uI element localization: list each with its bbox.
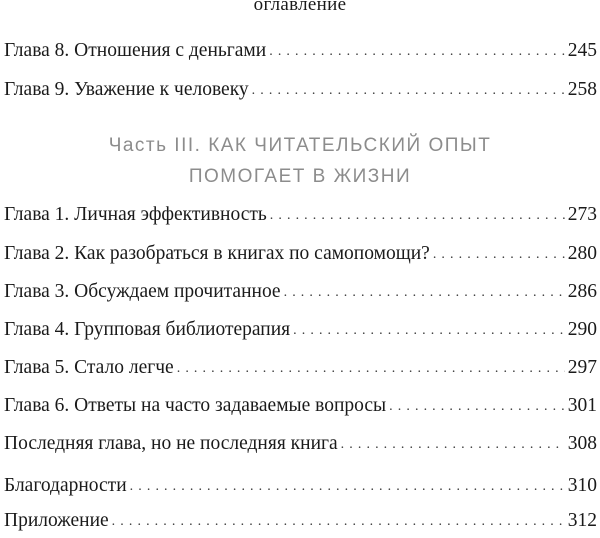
dot-leader [270,208,565,224]
dot-leader [284,285,565,301]
dot-leader [341,437,565,453]
toc-entry-last-chapter[interactable] [4,433,597,461]
toc-entry-title: Глава 4. Групповая библиотерапия [4,319,291,340]
part-heading [0,130,600,192]
dot-leader [130,479,565,495]
toc-entry-part3-chapter-6[interactable] [4,395,597,423]
toc-entry-title: Глава 9. Уважение к человеку [4,79,249,100]
dot-leader [252,83,565,99]
toc-entry-title: Глава 1. Личная эффективность [4,204,267,225]
toc-entry-title: Благодарности [4,475,127,496]
dot-leader [177,361,565,377]
toc-entry-part3-chapter-4[interactable] [4,319,597,347]
toc-entry-page: 297 [567,357,597,378]
toc-entry-page: 280 [567,243,597,264]
part-heading-line-2: ПОМОГАЕТ В ЖИЗНИ [188,166,412,187]
toc-entry-page: 245 [567,40,597,61]
toc-entry-page: 258 [567,79,597,100]
toc-entry-part3-chapter-2[interactable] [4,243,597,271]
dot-leader [389,399,565,415]
toc-entry-title: Глава 5. Стало легче [4,357,174,378]
toc-entry-title: Глава 3. Обсуждаем прочитанное [4,281,281,302]
toc-entry-page: 273 [567,204,597,225]
toc-entry-page: 312 [567,510,597,531]
running-head: оглавление [253,0,347,15]
toc-entry-title: Глава 2. Как разобраться в книгах по самопомощи? [4,243,430,264]
toc-entry-appendix[interactable] [4,510,597,538]
toc-entry-title: Приложение [4,510,109,531]
dot-leader [269,44,565,60]
part-heading-line-1: Часть III. КАК ЧИТАТЕЛЬСКИЙ ОПЫТ [108,135,492,156]
toc-entry-title: Последняя глава, но не последняя книга [4,433,338,454]
toc-entry-part3-chapter-3[interactable] [4,281,597,309]
toc-entry-page: 310 [567,475,597,496]
dot-leader [112,514,565,530]
toc-entry-page: 301 [567,395,597,416]
dot-leader [433,247,565,263]
toc-entry-page: 308 [567,433,597,454]
toc-entry-page: 286 [567,281,597,302]
toc-entry-part3-chapter-5[interactable] [4,357,597,385]
toc-entry-title: Глава 8. Отношения с деньгами [4,40,267,61]
toc-entry-acknowledgements[interactable] [4,475,597,503]
toc-entry-title: Глава 6. Ответы на часто задаваемые вопросы [4,395,387,416]
toc-entry-chapter-8[interactable] [4,40,597,68]
toc-entry-part3-chapter-1[interactable] [4,204,597,232]
toc-entry-page: 290 [567,319,597,340]
dot-leader [293,323,565,339]
toc-entry-chapter-9[interactable] [4,79,597,107]
